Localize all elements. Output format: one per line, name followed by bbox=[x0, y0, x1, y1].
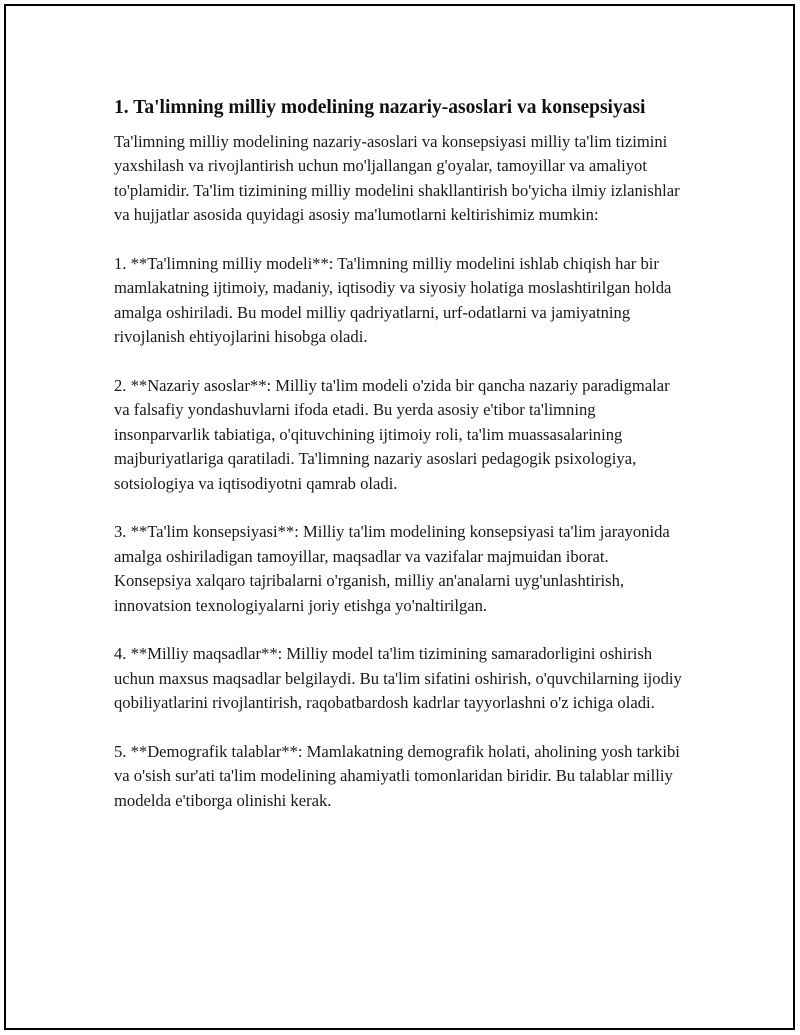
paragraph-demographic-requirements: 5. **Demografik talablar**: Mamlakatning demografik holati, aholining yosh tarkibi va o'sish sur'ati ta'lim modelining ahamiyatli tomonlaridan biridir. Bu talablar milliy modelda e'tiborga olinishi kerak. bbox=[114, 742, 680, 810]
paragraph-education-concept: 3. **Ta'lim konsepsiyasi**: Milliy ta'lim modelining konsepsiyasi ta'lim jarayonida amalga oshiriladigan tamoyillar, maqsadlar va vazifalar majmuidan iborat. Konsepsiya xalqaro tajribalarni o'rganish, milliy an'analarni uyg'unlashtirish, innovatsion texnologiyalarni joriy etishga yo'naltirilgan. bbox=[114, 522, 670, 615]
paragraph-theoretical-foundations: 2. **Nazariy asoslar**: Milliy ta'lim modeli o'zida bir qancha nazariy paradigmalar va falsafiy yondashuvlarni ifoda etadi. Bu yerda asosiy e'tibor ta'limning insonparvarlik tabiatiga, o'qituvchining ijtimoiy roli, ta'lim muassasalarining majburiyatlariga qaratiladi. Ta'limning nazariy asoslari pedagogik psixologiya, sotsiologiya va iqtisodiyotni qamrab oladi. bbox=[114, 376, 670, 493]
document-title: 1. Ta'limning milliy modelining nazariy-asoslari va konsepsiyasi bbox=[114, 97, 646, 118]
paragraph-national-goals: 4. **Milliy maqsadlar**: Milliy model ta'lim tizimining samaradorligini oshirish uchun maxsus maqsadlar belgilaydi. Bu ta'lim sifatini oshirish, o'quvchilarning ijodiy qobiliyatlarini rivojlantirish, raqobatbardosh kadrlar tayyorlashni o'z ichiga oladi. bbox=[114, 644, 682, 713]
intro-paragraph: Ta'limning milliy modelining nazariy-asoslari va konsepsiyasi milliy ta'lim tizimini yaxshilash va rivojlantirish uchun mo'ljallangan g'oyalar, tamoyillar va amaliyot to'plamidir. Ta'lim tizimining milliy modelini shakllantirish bo'yicha ilmiy izlanishlar va hujjatlar asosida quyidagi asosiy ma'lumotlarni keltirishimiz mumkin: bbox=[114, 132, 680, 225]
paragraph-national-model: 1. **Ta'limning milliy modeli**: Ta'limning milliy modelini ishlab chiqish har bir mamlakatning ijtimoiy, madaniy, iqtisodiy va siyosiy holatiga moslashtirilgan holda amalga oshiriladi. Bu model milliy qadriyatlarni, urf-odatlarni va jamiyatning rivojlanish ehtiyojlarini hisobga oladi. bbox=[114, 254, 672, 347]
document-content bbox=[114, 94, 684, 813]
